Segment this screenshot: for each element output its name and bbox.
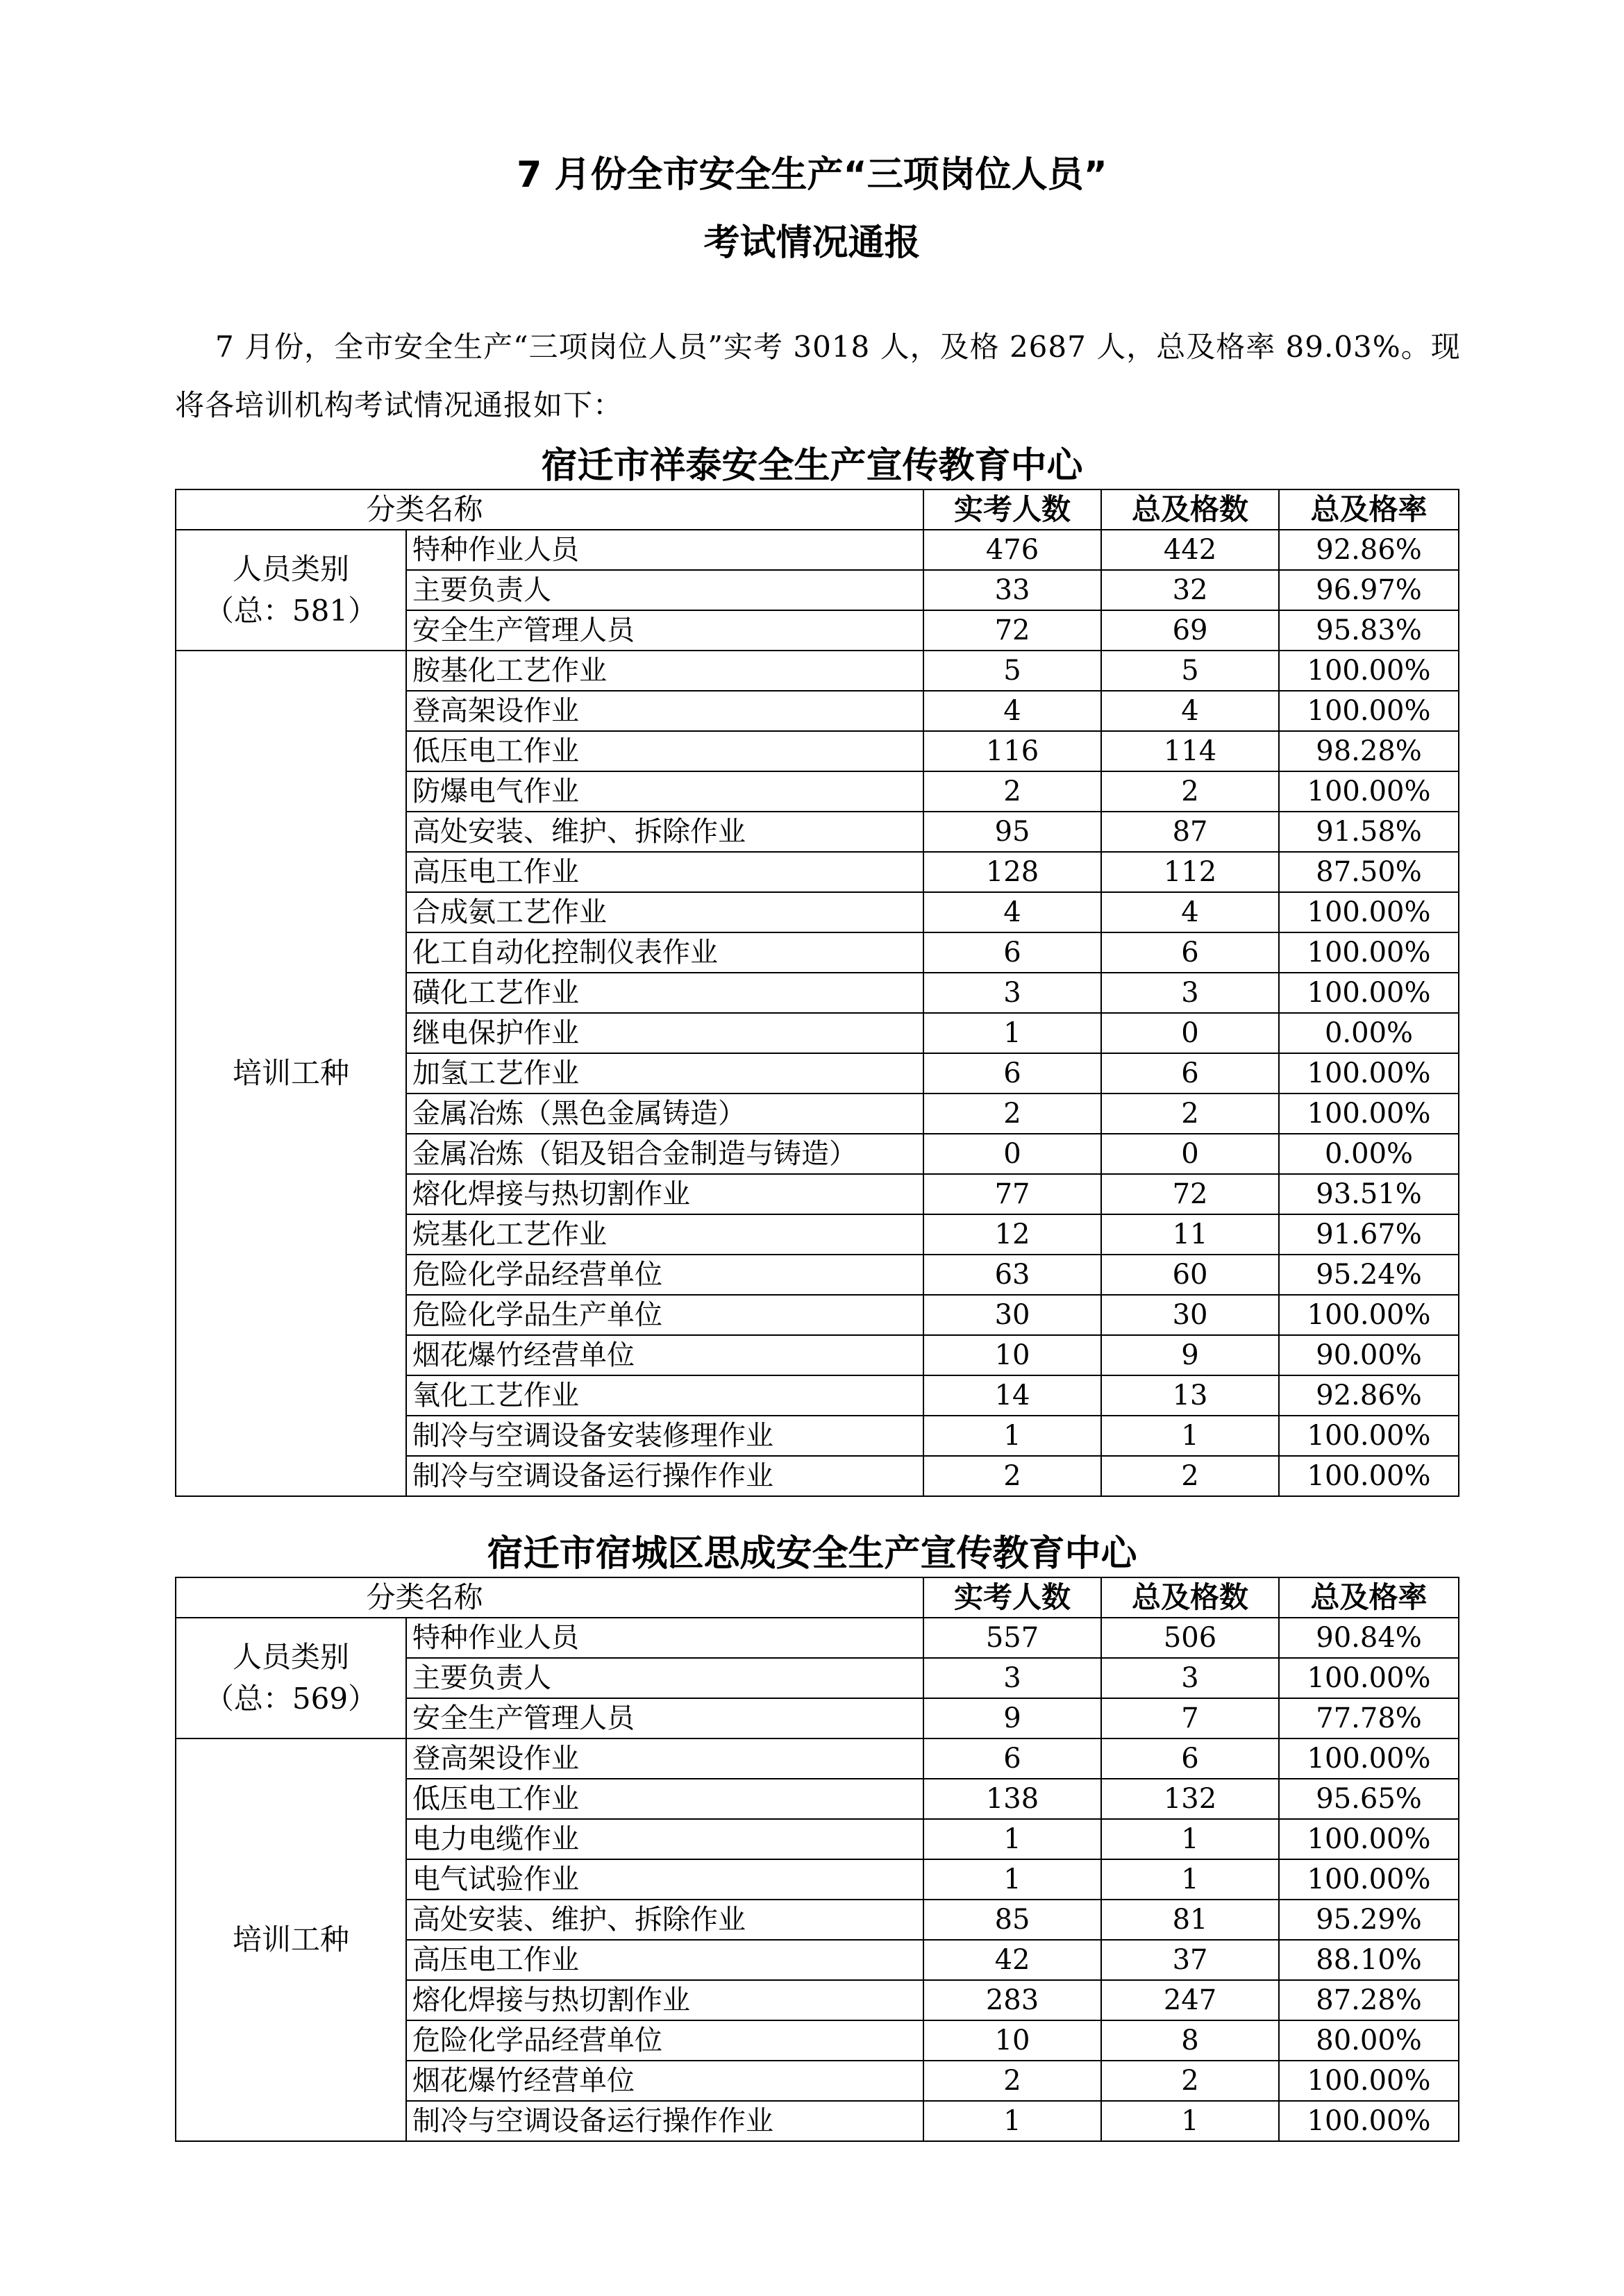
- header-rate: 总及格率: [1279, 1577, 1459, 1618]
- taken-count-cell: 12: [923, 1214, 1101, 1255]
- pass-rate-cell: 100.00%: [1279, 1738, 1459, 1779]
- category-name-cell: 危险化学品经营单位: [406, 1255, 923, 1295]
- category-name-cell: 制冷与空调设备运行操作作业: [406, 1456, 923, 1496]
- pass-rate-cell: 100.00%: [1279, 771, 1459, 812]
- category-name-cell: 胺基化工艺作业: [406, 651, 923, 691]
- category-name-cell: 防爆电气作业: [406, 771, 923, 812]
- pass-rate-cell: 92.86%: [1279, 1375, 1459, 1416]
- group-total: （总：581）: [204, 594, 378, 628]
- category-name-cell: 金属冶炼（黑色金属铸造）: [406, 1093, 923, 1134]
- taken-count-cell: 6: [923, 932, 1101, 973]
- pass-rate-cell: 91.58%: [1279, 812, 1459, 852]
- pass-rate-cell: 100.00%: [1279, 691, 1459, 731]
- taken-count-cell: 1: [923, 1013, 1101, 1053]
- org-title-1: 宿迁市祥泰安全生产宣传教育中心: [541, 445, 1083, 487]
- pass-rate-cell: 100.00%: [1279, 1819, 1459, 1859]
- results-table-2: [175, 1577, 1459, 2142]
- taken-count-cell: 128: [923, 852, 1101, 892]
- header-passed: 总及格数: [1101, 1577, 1279, 1618]
- passed-count-cell: 6: [1101, 932, 1279, 973]
- pass-rate-cell: 95.65%: [1279, 1779, 1459, 1819]
- category-name-cell: 烟花爆竹经营单位: [406, 2061, 923, 2101]
- taken-count-cell: 1: [923, 1859, 1101, 1900]
- category-name-cell: 主要负责人: [406, 570, 923, 610]
- doc-title-line1: 7 月份全市安全生产“三项岗位人员”: [517, 154, 1107, 196]
- taken-count-cell: 6: [923, 1738, 1101, 1779]
- table-header-row: [176, 489, 1459, 530]
- passed-count-cell: 13: [1101, 1375, 1279, 1416]
- header-category: 分类名称: [176, 1577, 923, 1618]
- passed-count-cell: 0: [1101, 1134, 1279, 1174]
- taken-count-cell: 557: [923, 1618, 1101, 1658]
- pass-rate-cell: 95.83%: [1279, 610, 1459, 651]
- category-name-cell: 特种作业人员: [406, 530, 923, 570]
- category-name-cell: 制冷与空调设备安装修理作业: [406, 1416, 923, 1456]
- pass-rate-cell: 87.50%: [1279, 852, 1459, 892]
- passed-count-cell: 1: [1101, 1416, 1279, 1456]
- pass-rate-cell: 77.78%: [1279, 1698, 1459, 1738]
- taken-count-cell: 0: [923, 1134, 1101, 1174]
- taken-count-cell: 4: [923, 892, 1101, 932]
- table-header-row: [176, 1577, 1459, 1618]
- passed-count-cell: 72: [1101, 1174, 1279, 1214]
- passed-count-cell: 11: [1101, 1214, 1279, 1255]
- header-passed: 总及格数: [1101, 489, 1279, 530]
- taken-count-cell: 14: [923, 1375, 1101, 1416]
- taken-count-cell: 1: [923, 1416, 1101, 1456]
- results-table-1: [175, 489, 1459, 1497]
- pass-rate-cell: 90.00%: [1279, 1335, 1459, 1375]
- pass-rate-cell: 88.10%: [1279, 1940, 1459, 1980]
- taken-count-cell: 1: [923, 2101, 1101, 2141]
- passed-count-cell: 1: [1101, 1859, 1279, 1900]
- passed-count-cell: 5: [1101, 651, 1279, 691]
- taken-count-cell: 5: [923, 651, 1101, 691]
- category-name-cell: 烟花爆竹经营单位: [406, 1335, 923, 1375]
- pass-rate-cell: 93.51%: [1279, 1174, 1459, 1214]
- taken-count-cell: 2: [923, 1456, 1101, 1496]
- pass-rate-cell: 100.00%: [1279, 2101, 1459, 2141]
- pass-rate-cell: 100.00%: [1279, 1053, 1459, 1093]
- passed-count-cell: 3: [1101, 973, 1279, 1013]
- pass-rate-cell: 100.00%: [1279, 932, 1459, 973]
- doc-title-line2: 考试情况通报: [703, 222, 921, 264]
- passed-count-cell: 8: [1101, 2020, 1279, 2061]
- passed-count-cell: 114: [1101, 731, 1279, 771]
- taken-count-cell: 1: [923, 1819, 1101, 1859]
- taken-count-cell: 95: [923, 812, 1101, 852]
- category-name-cell: 低压电工作业: [406, 731, 923, 771]
- category-name-cell: 高处安装、维护、拆除作业: [406, 1900, 923, 1940]
- table-row: [176, 651, 1459, 691]
- passed-count-cell: 9: [1101, 1335, 1279, 1375]
- passed-count-cell: 1: [1101, 2101, 1279, 2141]
- passed-count-cell: 6: [1101, 1738, 1279, 1779]
- pass-rate-cell: 92.86%: [1279, 530, 1459, 570]
- passed-count-cell: 247: [1101, 1980, 1279, 2020]
- pass-rate-cell: 100.00%: [1279, 973, 1459, 1013]
- passed-count-cell: 30: [1101, 1295, 1279, 1335]
- pass-rate-cell: 100.00%: [1279, 651, 1459, 691]
- category-name-cell: 继电保护作业: [406, 1013, 923, 1053]
- header-taken: 实考人数: [923, 489, 1101, 530]
- table-row: [176, 1738, 1459, 1779]
- passed-count-cell: 81: [1101, 1900, 1279, 1940]
- taken-count-cell: 116: [923, 731, 1101, 771]
- category-name-cell: 金属冶炼（铝及铝合金制造与铸造）: [406, 1134, 923, 1174]
- pass-rate-cell: 100.00%: [1279, 1295, 1459, 1335]
- taken-count-cell: 10: [923, 2020, 1101, 2061]
- taken-count-cell: 85: [923, 1900, 1101, 1940]
- passed-count-cell: 2: [1101, 1456, 1279, 1496]
- category-name-cell: 合成氨工艺作业: [406, 892, 923, 932]
- taken-count-cell: 77: [923, 1174, 1101, 1214]
- pass-rate-cell: 100.00%: [1279, 1093, 1459, 1134]
- passed-count-cell: 37: [1101, 1940, 1279, 1980]
- passed-count-cell: 69: [1101, 610, 1279, 651]
- category-name-cell: 化工自动化控制仪表作业: [406, 932, 923, 973]
- taken-count-cell: 6: [923, 1053, 1101, 1093]
- category-name-cell: 磺化工艺作业: [406, 973, 923, 1013]
- category-name-cell: 高压电工作业: [406, 852, 923, 892]
- group-personnel-cell: [176, 530, 406, 651]
- group-label: 人员类别: [232, 1640, 349, 1674]
- category-name-cell: 危险化学品生产单位: [406, 1295, 923, 1335]
- pass-rate-cell: 87.28%: [1279, 1980, 1459, 2020]
- category-name-cell: 高压电工作业: [406, 1940, 923, 1980]
- pass-rate-cell: 0.00%: [1279, 1134, 1459, 1174]
- passed-count-cell: 2: [1101, 771, 1279, 812]
- category-name-cell: 主要负责人: [406, 1658, 923, 1698]
- taken-count-cell: 42: [923, 1940, 1101, 1980]
- passed-count-cell: 4: [1101, 892, 1279, 932]
- passed-count-cell: 2: [1101, 2061, 1279, 2101]
- passed-count-cell: 0: [1101, 1013, 1279, 1053]
- pass-rate-cell: 90.84%: [1279, 1618, 1459, 1658]
- pass-rate-cell: 100.00%: [1279, 1658, 1459, 1698]
- category-name-cell: 特种作业人员: [406, 1618, 923, 1658]
- taken-count-cell: 33: [923, 570, 1101, 610]
- group-label: 人员类别: [232, 552, 349, 586]
- taken-count-cell: 30: [923, 1295, 1101, 1335]
- passed-count-cell: 2: [1101, 1093, 1279, 1134]
- taken-count-cell: 283: [923, 1980, 1101, 2020]
- taken-count-cell: 63: [923, 1255, 1101, 1295]
- group-trades-cell: [176, 651, 406, 1496]
- taken-count-cell: 2: [923, 771, 1101, 812]
- category-name-cell: 加氢工艺作业: [406, 1053, 923, 1093]
- category-name-cell: 登高架设作业: [406, 1738, 923, 1779]
- pass-rate-cell: 95.29%: [1279, 1900, 1459, 1940]
- passed-count-cell: 3: [1101, 1658, 1279, 1698]
- header-taken: 实考人数: [923, 1577, 1101, 1618]
- taken-count-cell: 476: [923, 530, 1101, 570]
- pass-rate-cell: 80.00%: [1279, 2020, 1459, 2061]
- pass-rate-cell: 96.97%: [1279, 570, 1459, 610]
- taken-count-cell: 2: [923, 2061, 1101, 2101]
- taken-count-cell: 2: [923, 1093, 1101, 1134]
- table-row: [176, 1618, 1459, 1658]
- taken-count-cell: 4: [923, 691, 1101, 731]
- passed-count-cell: 6: [1101, 1053, 1279, 1093]
- pass-rate-cell: 100.00%: [1279, 1416, 1459, 1456]
- group-label: 培训工种: [232, 1056, 349, 1090]
- pass-rate-cell: 100.00%: [1279, 892, 1459, 932]
- pass-rate-cell: 95.24%: [1279, 1255, 1459, 1295]
- category-name-cell: 电气试验作业: [406, 1859, 923, 1900]
- passed-count-cell: 87: [1101, 812, 1279, 852]
- header-rate: 总及格率: [1279, 489, 1459, 530]
- pass-rate-cell: 100.00%: [1279, 2061, 1459, 2101]
- category-name-cell: 烷基化工艺作业: [406, 1214, 923, 1255]
- group-label: 培训工种: [232, 1922, 349, 1956]
- taken-count-cell: 72: [923, 610, 1101, 651]
- group-total: （总：569）: [204, 1682, 378, 1716]
- group-trades-cell: [176, 1738, 406, 2141]
- category-name-cell: 登高架设作业: [406, 691, 923, 731]
- pass-rate-cell: 100.00%: [1279, 1859, 1459, 1900]
- passed-count-cell: 60: [1101, 1255, 1279, 1295]
- taken-count-cell: 3: [923, 1658, 1101, 1698]
- header-category: 分类名称: [176, 489, 923, 530]
- category-name-cell: 氧化工艺作业: [406, 1375, 923, 1416]
- passed-count-cell: 4: [1101, 691, 1279, 731]
- category-name-cell: 制冷与空调设备运行操作作业: [406, 2101, 923, 2141]
- category-name-cell: 危险化学品经营单位: [406, 2020, 923, 2061]
- taken-count-cell: 9: [923, 1698, 1101, 1738]
- taken-count-cell: 3: [923, 973, 1101, 1013]
- pass-rate-cell: 100.00%: [1279, 1456, 1459, 1496]
- passed-count-cell: 1: [1101, 1819, 1279, 1859]
- org-title-2: 宿迁市宿城区思成安全生产宣传教育中心: [487, 1533, 1137, 1575]
- passed-count-cell: 7: [1101, 1698, 1279, 1738]
- category-name-cell: 电力电缆作业: [406, 1819, 923, 1859]
- category-name-cell: 安全生产管理人员: [406, 1698, 923, 1738]
- passed-count-cell: 442: [1101, 530, 1279, 570]
- category-name-cell: 熔化焊接与热切割作业: [406, 1174, 923, 1214]
- taken-count-cell: 10: [923, 1335, 1101, 1375]
- category-name-cell: 熔化焊接与热切割作业: [406, 1980, 923, 2020]
- category-name-cell: 低压电工作业: [406, 1779, 923, 1819]
- category-name-cell: 安全生产管理人员: [406, 610, 923, 651]
- intro-paragraph: 7 月份，全市安全生产“三项岗位人员”实考 3018 人，及格 2687 人，总及格率 89.03%。现将各培训机构考试情况通报如下：: [175, 330, 1461, 422]
- group-personnel-cell: [176, 1618, 406, 1738]
- passed-count-cell: 32: [1101, 570, 1279, 610]
- passed-count-cell: 112: [1101, 852, 1279, 892]
- category-name-cell: 高处安装、维护、拆除作业: [406, 812, 923, 852]
- taken-count-cell: 138: [923, 1779, 1101, 1819]
- pass-rate-cell: 0.00%: [1279, 1013, 1459, 1053]
- table-row: [176, 530, 1459, 570]
- pass-rate-cell: 91.67%: [1279, 1214, 1459, 1255]
- passed-count-cell: 132: [1101, 1779, 1279, 1819]
- passed-count-cell: 506: [1101, 1618, 1279, 1658]
- pass-rate-cell: 98.28%: [1279, 731, 1459, 771]
